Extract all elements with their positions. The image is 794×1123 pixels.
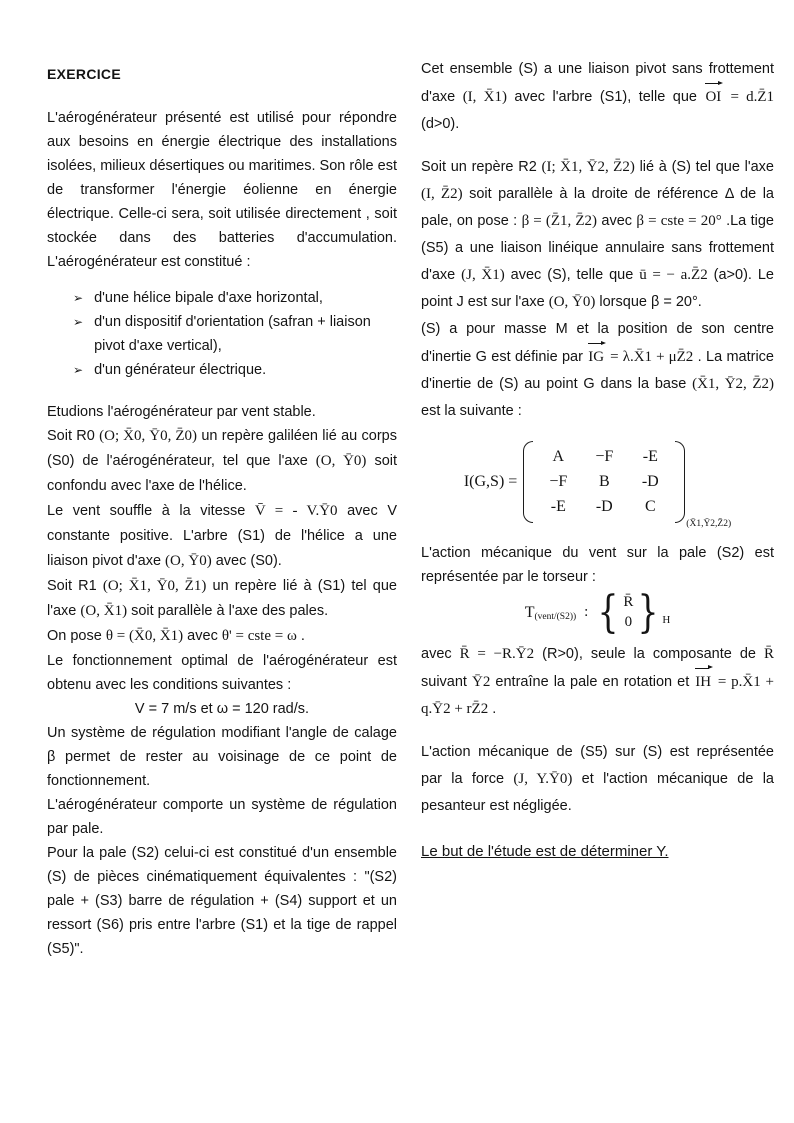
- moment-value: 0: [624, 614, 633, 631]
- right-brace: }: [637, 587, 659, 638]
- list-item-text: d'une hélice bipale d'axe horizontal,: [94, 290, 323, 306]
- torseur-subscript: (vent/(S2)): [534, 611, 577, 622]
- list-item-text: d'un dispositif d'orientation (safran + liaison pivot d'axe vertical),: [94, 314, 371, 354]
- arrow-bullet-icon: ➢: [73, 291, 84, 305]
- bullet-list: [47, 286, 397, 382]
- matrix-basis-subscript: (X̄1,Ȳ2,Z̄2): [686, 519, 732, 529]
- left-column: [47, 66, 397, 961]
- operating-conditions: V = 7 m/s et ω = 120 rad/s.: [134, 701, 310, 717]
- matrix-cell: −F: [595, 448, 614, 465]
- paragraph: Le vent souffle à la vitesse V̄ = - V.Ȳ0 avec V constante positive. L'arbre (S1) de l'hélice a une liaison pivot d'axe (O, Ȳ0) avec (S0).: [47, 503, 397, 569]
- left-brace: {: [597, 587, 619, 638]
- matrix-grid: [533, 441, 675, 523]
- matrix-cell: B: [598, 473, 610, 490]
- list-item-text: d'un générateur électrique.: [94, 362, 267, 378]
- left-parenthesis: [523, 441, 533, 523]
- paragraph: (S) a pour masse M et la position de son centre d'inertie G est définie par IG = λ.X̄1 + μZ̄2 . La matrice d'inertie de (S) au point G dans la base (X̄1, Ȳ2, Z̄2) est la suivante :: [421, 321, 774, 419]
- matrix-cell: −F: [549, 473, 568, 490]
- matrix-cell: A: [552, 448, 565, 465]
- inertia-matrix: [421, 441, 774, 529]
- paragraph: Soit un repère R2 (I; X̄1, Ȳ2, Z̄2) lié à (S) tel que l'axe (I, Z̄2) soit parallèle à la droite de référence Δ de la pale, on pose : β = (Z̄1, Z̄2) avec β = cste = 20° .La tige (S5) a une liaison linéique annulaire sans frottement d'axe (J, X̄1) avec (S), telle que ū = − a.Z̄2 (a>0). Le point J est sur l'axe (O, Ȳ0) lorsque β = 20°.: [421, 159, 775, 310]
- matrix-cell: -E: [550, 498, 566, 515]
- paragraph: Soit R1 (O; X̄1, Ȳ0, Z̄1) un repère lié à (S1) tel que l'axe (O, X̄1) soit parallèle à l'axe des pales.: [47, 578, 397, 619]
- list-item: [73, 286, 397, 310]
- intro-paragraph: L'aérogénérateur présenté est utilisé pour répondre aux besoins en énergie électrique des installations isolées, milieux désertiques ou maritimes. Son rôle est de transformer l'énergie éolienne en énergie électrique. Celle-ci sera, soit utilisée directement , soit stockée dans des batteries d'accumulation. L'aérogénérateur est constitué :: [47, 110, 397, 270]
- right-parenthesis: [675, 441, 685, 523]
- torseur-point-subscript: H: [662, 613, 671, 626]
- paragraph: Cet ensemble (S) a une liaison pivot sans frottement d'axe (I, X̄1) avec l'arbre (S1), telle que OI = d.Z̄1 (d>0).: [421, 61, 775, 132]
- paragraph: L'action mécanique du vent sur la pale (S2) est représentée par le torseur :: [421, 545, 774, 585]
- study-goal: Le but de l'étude est de déterminer Y.: [421, 842, 669, 860]
- matrix-label: I(G,S) =: [463, 473, 518, 490]
- paragraph: Le fonctionnement optimal de l'aérogénérateur est obtenu avec les conditions suivantes :: [47, 653, 397, 693]
- resultant-vector: R̄: [623, 594, 634, 611]
- page-title: EXERCICE: [47, 66, 121, 82]
- paragraph: L'action mécanique de (S5) sur (S) est représentée par la force (J, Y.Ȳ0) et l'action mécanique de la pesanteur est négligée.: [421, 743, 774, 814]
- matrix-cell: C: [644, 498, 656, 515]
- paragraph: avec R̄ = −R.Ȳ2 (R>0), seule la composante de R̄ suivant Ȳ2 entraîne la pale en rotation et IH = p.X̄1 + q.Ȳ2 + rZ̄2 .: [421, 645, 774, 717]
- matrix-cell: -D: [641, 473, 659, 490]
- torseur-colon: :: [584, 604, 589, 621]
- paragraph: Un système de régulation modifiant l'angle de calage β permet de rester au voisinage de ce point de fonctionnement.: [47, 725, 397, 789]
- paragraph: Soit R0 (O; X̄0, Ȳ0, Z̄0) un repère galiléen lié au corps (S0) de l'aérogénérateur, tel que l'axe (O, Ȳ0) soit confondu avec l'axe de l'hélice.: [47, 428, 398, 494]
- list-item: [73, 358, 397, 382]
- paragraph: Pour la pale (S2) celui-ci est constitué d'un ensemble (S) de pièces cinématiquement équivalentes : "(S2) pale + (S3) barre de régulation + (S4) support et un ressort (S6) pris entre l'arbre (S1) et la tige de rappel (S5)".: [47, 845, 397, 957]
- arrow-bullet-icon: ➢: [73, 315, 84, 329]
- paragraph: Etudions l'aérogénérateur par vent stable.: [47, 404, 316, 420]
- paragraph: L'aérogénérateur comporte un système de régulation par pale.: [47, 797, 397, 837]
- list-item: [73, 310, 397, 358]
- torseur-symbol: T: [524, 603, 535, 621]
- matrix-cell: -E: [642, 448, 658, 465]
- arrow-bullet-icon: ➢: [73, 363, 84, 377]
- torseur-expression: [421, 587, 774, 638]
- paragraph: On pose θ = (X̄0, X̄1) avec θ' = cste = ω .: [47, 628, 305, 644]
- matrix-cell: -D: [595, 498, 613, 515]
- right-column: [421, 56, 774, 864]
- torseur-components: [622, 594, 634, 631]
